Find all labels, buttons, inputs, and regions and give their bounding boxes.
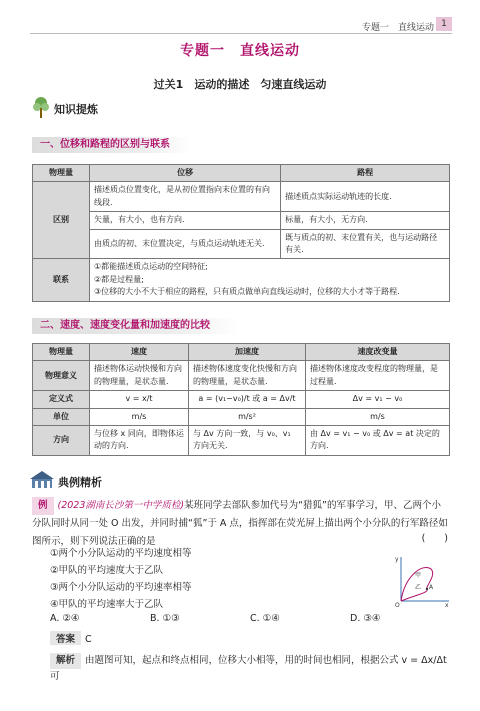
t2-row-label: 方向 (33, 425, 90, 455)
example-text: 某班同学去部队参加代号为“猎狐”的军事学习，甲、乙两个小分队同时从同一处 O 出发，并同时捕“狐”于 A 点，指挥部在荧光屏上描出两个小分队的行军路径如图所示，则下列说法正确的是 (32, 500, 448, 547)
band-heading-2: 二、速度、速度变化量和加速度的比较 (32, 318, 240, 334)
analysis-text: 由题图可知，起点和终点相同，位移大小相等，用的时间也相同，根据公式 v = Δx/Δt 可 (50, 655, 447, 682)
displacement-distance-table (32, 164, 450, 302)
t2-header-acceleration: 加速度 (189, 344, 306, 361)
graph-y-label: y (395, 556, 399, 563)
example-question (32, 497, 450, 551)
t2-cell: m/s (306, 408, 450, 425)
chapter-title: 专题一 直线运动 (180, 43, 300, 59)
velocity-comparison-table (32, 343, 450, 456)
examples-label: 典例精析 (58, 476, 102, 489)
statement: ①两个小分队运动的平均速度相等 (50, 548, 192, 559)
t1-cell: 由质点的初、末位置决定，与质点运动轨迹无关. (90, 229, 281, 259)
t2-formula: Δv = v₁ − v₀ (306, 391, 450, 408)
building-icon (30, 470, 54, 490)
statement: ③两个小分队运动的平均速率相等 (50, 582, 192, 593)
answer-tag: 答案 (50, 631, 81, 645)
analysis-tag: 解析 (50, 653, 81, 669)
graph-a-label: A (429, 584, 434, 591)
option: D. ③④ (350, 613, 381, 624)
t2-cell: 与位移 x 同向，即物体运动的方向. (90, 425, 189, 455)
answer-bracket: ( ) (421, 533, 448, 544)
t1-link-label: 联系 (33, 259, 90, 301)
answer-options (50, 613, 450, 624)
t2-cell: 描述物体速度变化快慢和方向的物理量，是状态量. (189, 361, 306, 391)
t2-formula: v = x/t (90, 391, 189, 408)
t2-header-quantity: 物理量 (33, 344, 90, 361)
t1-link-line: ③位移的大小不大于相应的路程，只有质点做单向直线运动时，位移的大小才等于路程. (94, 287, 400, 297)
knowledge-label: 知识提炼 (54, 103, 98, 116)
t2-formula: a = (v₁−v₀)/t 或 a = Δv/t (189, 391, 306, 408)
t2-header-velocity: 速度 (90, 344, 189, 361)
t1-cell: 既与质点的初、末位置有关，也与运动路径有关. (281, 229, 450, 259)
t2-row-label: 单位 (33, 408, 90, 425)
t2-header-delta-v: 速度改变量 (306, 344, 450, 361)
graph-yi-label: 乙 (415, 584, 422, 591)
route-diagram (395, 555, 450, 607)
t2-cell: 描述物体速度改变程度的物理量，是过程量. (306, 361, 450, 391)
t1-header-quantity: 物理量 (33, 165, 90, 182)
statement-list (50, 545, 192, 613)
t2-cell: 由 Δv = v₁ − v₀ 或 Δv = at 决定的方向. (306, 425, 450, 455)
band-heading-1: 一、位移和路程的区别与联系 (32, 137, 190, 153)
running-header: 专题一 直线运动 (361, 23, 434, 33)
example-tag: 例 (32, 497, 54, 515)
example-source: (2023湖南长沙第一中学质检) (57, 500, 185, 511)
graph-origin-label: O (395, 602, 400, 607)
statement: ②甲队的平均速度大于乙队 (50, 565, 164, 576)
graph-x-label: x (445, 602, 449, 607)
t1-cell: 描述质点实际运动轨迹的长度. (281, 182, 450, 212)
t2-row-label: 物理意义 (33, 361, 90, 391)
page-number: 1 (436, 17, 452, 31)
t1-link-line: ①都能描述质点运动的空间特征; (94, 262, 208, 272)
option: B. ①③ (150, 613, 180, 624)
option: C. ①④ (250, 613, 280, 624)
t1-header-distance: 路程 (281, 165, 450, 182)
option: A. ②④ (50, 613, 80, 624)
answer-value: C (85, 634, 92, 645)
statement: ④甲队的平均速率大于乙队 (50, 599, 164, 610)
t1-diff-label: 区别 (33, 182, 90, 259)
t2-cell: m/s² (189, 408, 306, 425)
header-rule (30, 33, 452, 34)
graph-jia-label: 甲 (415, 572, 422, 579)
analysis-line (50, 653, 450, 685)
t1-header-displacement: 位移 (90, 165, 281, 182)
t2-cell: 描述物体运动快慢和方向的物理量，是状态量. (90, 361, 189, 391)
section-subtitle: 过关1 运动的描述 匀速直线运动 (153, 78, 327, 91)
t1-cell: 矢量，有大小，也有方向. (90, 212, 281, 229)
t2-cell: m/s (90, 408, 189, 425)
t2-row-label: 定义式 (33, 391, 90, 408)
t1-link-cell (90, 259, 450, 301)
examples-heading (30, 470, 102, 494)
answer-line (50, 631, 92, 645)
t2-cell: 与 Δv 方向一致，与 v₀、v₁ 方向无关. (189, 425, 306, 455)
t1-link-line: ②都是过程量; (94, 274, 144, 284)
t1-cell: 描述质点位置变化，是从初位置指向末位置的有向线段. (90, 182, 281, 212)
t1-cell: 标量，有大小，无方向. (281, 212, 450, 229)
tree-icon (32, 96, 50, 120)
